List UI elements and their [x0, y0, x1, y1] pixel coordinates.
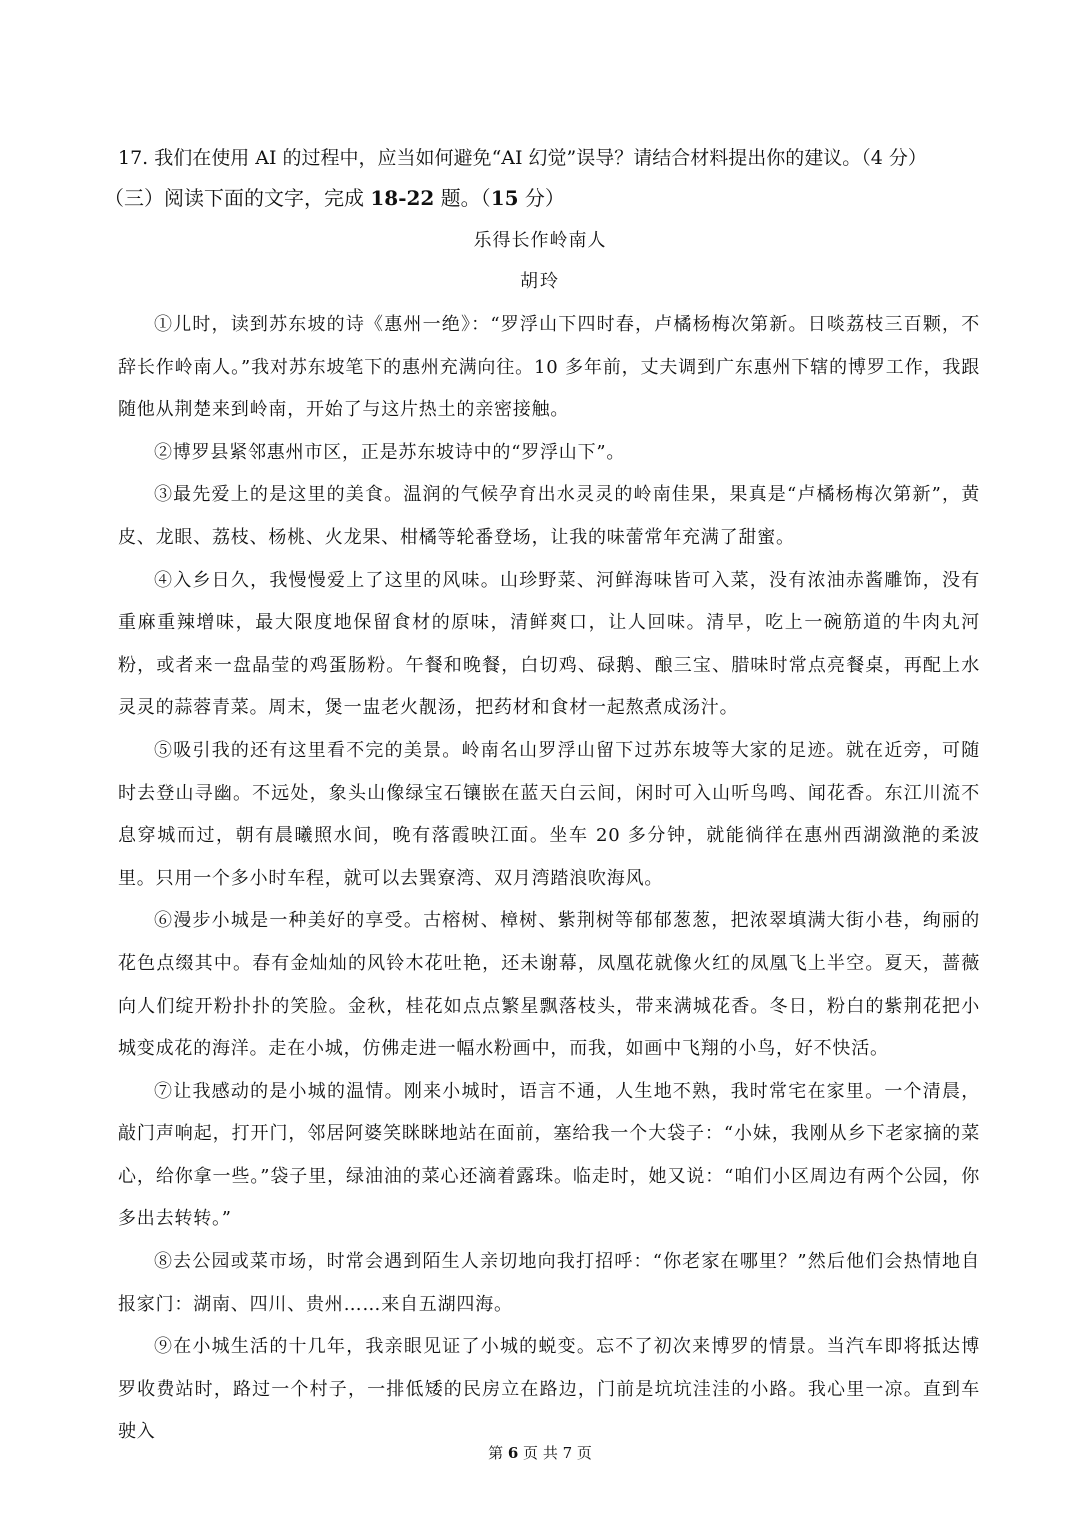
paragraph-4: ④入乡日久，我慢慢爱上了这里的风味。山珍野菜、河鲜海味皆可入菜，没有浓油赤酱雕饰，没有重麻重辣增味，最大限度地保留食材的原味，清鲜爽口，让人回味。清早，吃上一碗筋道的牛肉丸河粉，或者来一盘晶莹的鸡蛋肠粉。午餐和晚餐，白切鸡、碌鹅、酿三宝、腊味时常点亮餐桌，再配上水灵灵的蒜蓉青菜。周末，煲一盅老火靓汤，把药材和食材一起熬煮成汤汁。 — [118, 569, 980, 719]
paragraph-2: ②博罗县紧邻惠州市区，正是苏东坡诗中的“罗浮山下”。 — [154, 441, 626, 463]
page-footer — [0, 1443, 1080, 1463]
section-suffix: 分） — [518, 186, 565, 210]
paragraph-5: ⑤吸引我的还有这里看不完的美景。岭南名山罗浮山留下过苏东坡等大家的足迹。就在近旁，可随时去登山寻幽。不远处，象头山像绿宝石镶嵌在蓝天白云间，闲时可入山听鸟鸣、闻花香。东江川流不息穿城而过，朝有晨曦照水间，晚有落霞映江面。坐车 20 多分钟，就能徜徉在惠州西湖潋滟的柔波里。只用一个多小时车程，就可以去巽寮湾、双月湾踏浪吹海风。 — [118, 739, 980, 889]
footer-middle: 页 共 — [518, 1444, 563, 1462]
question-17: 17. 我们在使用 AI 的过程中，应当如何避免“AI 幻觉”误导？请结合材料提出你的建议。（4 分） — [118, 147, 927, 169]
section-middle: 题。（ — [434, 186, 491, 210]
footer-total-pages: 7 — [562, 1444, 573, 1462]
article-author: 胡玲 — [520, 271, 560, 292]
footer-prefix: 第 — [488, 1444, 508, 1462]
paragraph-9: ⑨在小城生活的十几年，我亲眼见证了小城的蜕变。忘不了初次来博罗的情景。当汽车即将抵达博罗收费站时，路过一个村子，一排低矮的民房立在路边，门前是坑坑洼洼的小路。我心里一凉。直到车驶入 — [118, 1336, 980, 1443]
article-title: 乐得长作岭南人 — [473, 230, 607, 251]
paragraph-3: ③最先爱上的是这里的美食。温润的气候孕育出水灵灵的岭南佳果，果真是“卢橘杨梅次第新”，黄皮、龙眼、荔枝、杨桃、火龙果、柑橘等轮番登场，让我的味蕾常年充满了甜蜜。 — [118, 484, 980, 548]
section-score: 15 — [490, 186, 519, 210]
section-range: 18-22 — [370, 186, 435, 210]
section-prefix: （三）阅读下面的文字，完成 — [104, 186, 371, 210]
paragraph-8: ⑧去公园或菜市场，时常会遇到陌生人亲切地向我打招呼：“你老家在哪里？”然后他们会热情地自报家门：湖南、四川、贵州……来自五湖四海。 — [118, 1251, 980, 1315]
paragraph-1: ①儿时，读到苏东坡的诗《惠州一绝》：“罗浮山下四时春，卢橘杨梅次第新。日啖荔枝三百颗，不辞长作岭南人。”我对苏东坡笔下的惠州充满向往。10 多年前，丈夫调到广东惠州下辖的博罗工作，我跟随他从荆楚来到岭南，开始了与这片热土的亲密接触。 — [118, 314, 980, 421]
section-heading — [104, 178, 984, 218]
footer-page-number: 6 — [507, 1444, 519, 1462]
footer-suffix: 页 — [572, 1444, 592, 1462]
paragraph-7: ⑦让我感动的是小城的温情。刚来小城时，语言不通，人生地不熟，我时常宅在家里。一个清晨，敲门声响起，打开门，邻居阿婆笑眯眯地站在面前，塞给我一个大袋子：“小妹，我刚从乡下老家摘的菜心，给你拿一些。”袋子里，绿油油的菜心还滴着露珠。临走时，她又说：“咱们小区周边有两个公园，你多出去转转。” — [118, 1080, 980, 1230]
article-body — [118, 304, 980, 1454]
paragraph-6: ⑥漫步小城是一种美好的享受。古榕树、樟树、紫荆树等郁郁葱葱，把浓翠填满大街小巷，绚丽的花色点缀其中。春有金灿灿的风铃木花吐艳，还未谢幕，凤凰花就像火红的凤凰飞上半空。夏天，蔷薇向人们绽开粉扑扑的笑脸。金秋，桂花如点点繁星飘落枝头，带来满城花香。冬日，粉白的紫荆花把小城变成花的海洋。走在小城，仿佛走进一幅水粉画中，而我，如画中飞翔的小鸟，好不快活。 — [118, 910, 980, 1060]
